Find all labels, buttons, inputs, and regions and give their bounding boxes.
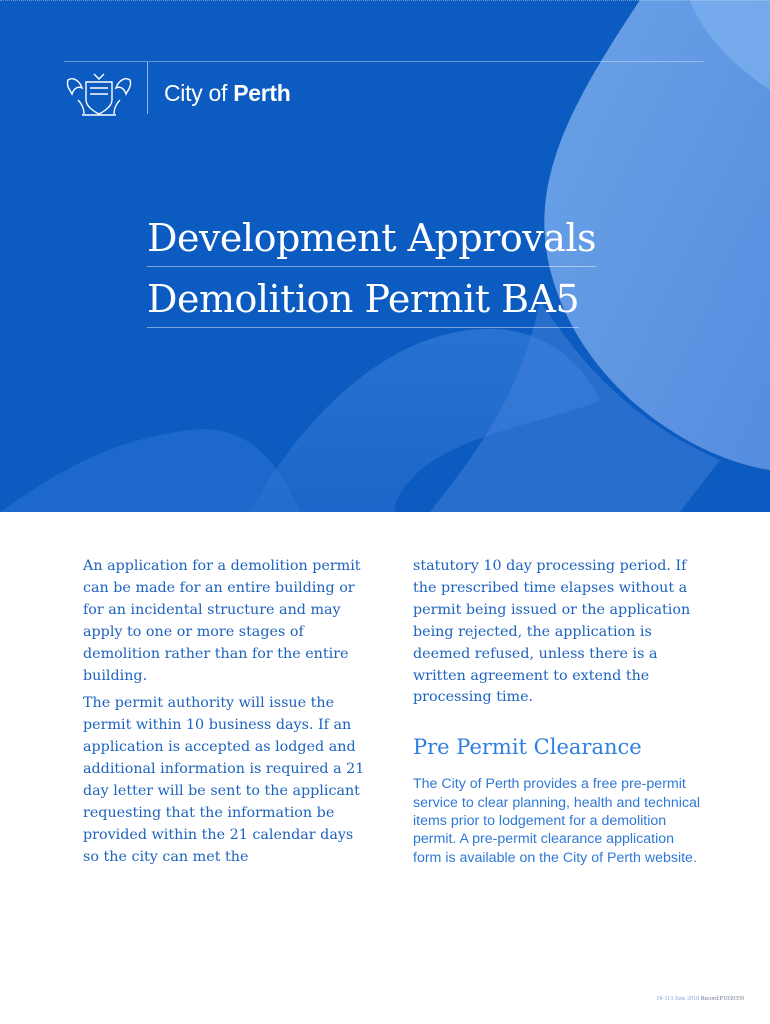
right-paragraph-1: statutory 10 day processing period. If the prescribed time elapses without a permit being issued or the application being rejected, the application is deemed refused, unless there is a written agreement to extend the processing time. [413, 558, 691, 706]
header-rule [64, 61, 704, 62]
title-line-1: Development Approvals [147, 212, 596, 267]
top-dotted-rule [0, 0, 770, 2]
logo-divider [147, 62, 148, 114]
section-heading: Pre Permit Clearance [413, 735, 642, 760]
brand-wordmark [164, 80, 290, 107]
left-paragraph-2: The permit authority will issue the permit within 10 business days. If an application is accepted as lodged and additional information is required a 21 day letter will be sent to the applicant requesting that the information be provided within the 21 calendar days so the city can met the [83, 695, 365, 865]
right-column [413, 556, 703, 873]
brand-name-regular: City of [164, 80, 228, 106]
document-title [147, 212, 687, 334]
footer-record [656, 996, 744, 1002]
title-line-2: Demolition Permit BA5 [147, 273, 579, 328]
footer-date: 18-113 June 2018 [656, 996, 700, 1002]
footer-record-number: Record:P1030359 [700, 996, 744, 1002]
right-paragraph-2: The City of Perth provides a free pre-permit service to clear planning, health and technical items prior to lodgement for a demolition permit. A pre-permit clearance application form is available on the City of Perth website. [413, 776, 701, 866]
crest-icon [64, 70, 134, 118]
left-paragraph-1: An application for a demolition permit can be made for an entire building or for an incidental structure and may apply to one or more stages of demolition rather than for the entire building. [83, 558, 361, 684]
brand-name-bold: Perth [233, 80, 291, 106]
left-column [83, 556, 373, 875]
